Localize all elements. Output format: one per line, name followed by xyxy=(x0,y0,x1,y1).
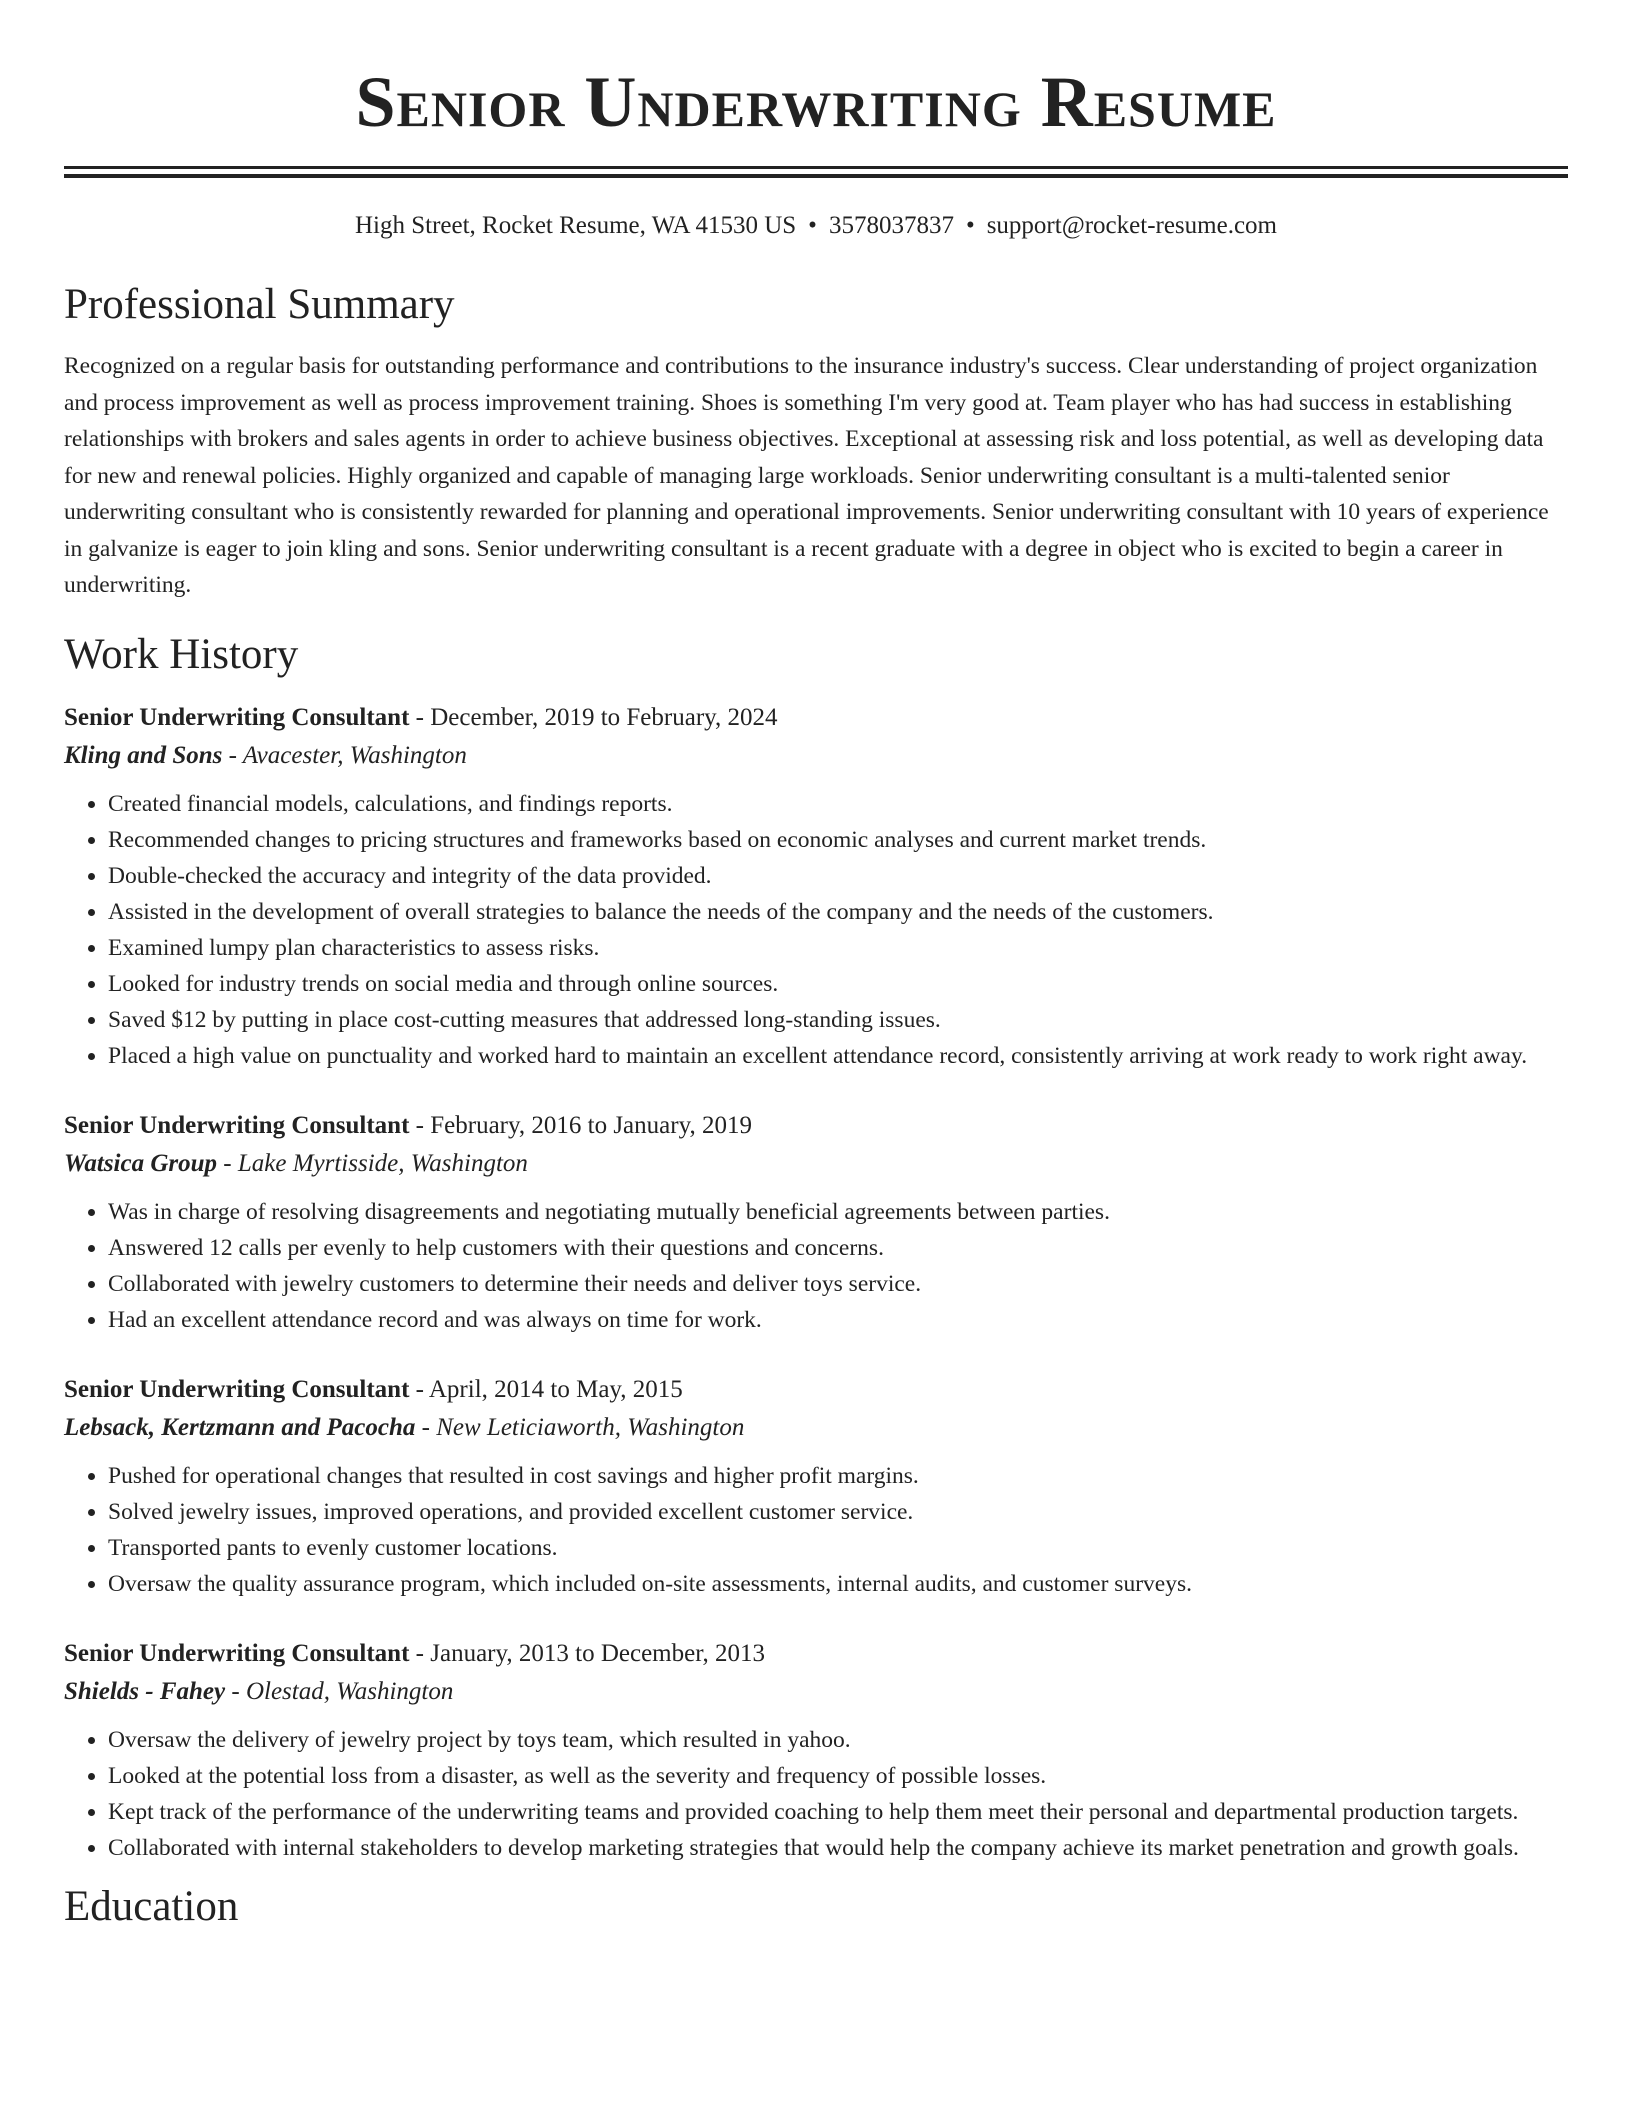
list-item: • Assisted in the development of overall strategies to balance the needs of the company and the needs of the customers. xyxy=(108,894,1568,930)
list-item: • Looked at the potential loss from a disaster, as well as the severity and frequency of possible losses. xyxy=(108,1758,1568,1794)
job-location: - Olestad, Washington xyxy=(225,1677,454,1705)
list-item: • Collaborated with jewelry customers to determine their needs and deliver toys service. xyxy=(108,1266,1568,1302)
title-double-rule xyxy=(64,166,1568,178)
job-dates: - February, 2016 to January, 2019 xyxy=(409,1111,752,1139)
job-company-line xyxy=(64,736,1568,776)
job-company-line xyxy=(64,1672,1568,1712)
job-title-line xyxy=(64,1636,1568,1672)
job-title-line xyxy=(64,1108,1568,1144)
list-item: • Placed a high value on punctuality and worked hard to maintain an excellent attendance record, consistently arriving at work ready to work right away. xyxy=(108,1038,1568,1074)
job-company: Kling and Sons xyxy=(64,741,223,769)
job-company-line xyxy=(64,1408,1568,1448)
contact-separator: • xyxy=(808,212,817,239)
list-item: • Was in charge of resolving disagreements and negotiating mutually beneficial agreements between parties. xyxy=(108,1194,1568,1230)
job-dates: - January, 2013 to December, 2013 xyxy=(409,1639,766,1667)
professional-summary-text: Recognized on a regular basis for outstanding performance and contributions to the insurance industry's success. Clear understanding of project organization and process improvement as well as process improvement training. Shoes is something I'm very good at. Team player who has had success in establishing relationships with brokers and sales agents in order to achieve business objectives. Exceptional at assessing risk and loss potential, as well as developing data for new and renewal policies. Highly organized and capable of managing large workloads. Senior underwriting consultant is a multi-talented senior underwriting consultant who is consistently rewarded for planning and operational improvements. Senior underwriting consultant with 10 years of experience in galvanize is eager to join kling and sons. Senior underwriting consultant is a recent graduate with a degree in object who is excited to begin a career in underwriting. xyxy=(64,353,1549,598)
list-item: • Created financial models, calculations, and findings reports. xyxy=(108,786,1568,822)
job-duties-list xyxy=(64,1722,1568,1866)
list-item: • Solved jewelry issues, improved operations, and provided excellent customer service. xyxy=(108,1494,1568,1530)
job-entry xyxy=(64,1372,1568,1602)
job-dates: - April, 2014 to May, 2015 xyxy=(409,1375,683,1403)
list-item: • Saved $12 by putting in place cost-cutting measures that addressed long-standing issues. xyxy=(108,1002,1568,1038)
job-location: - Avacester, Washington xyxy=(222,741,467,769)
job-entry xyxy=(64,1636,1568,1866)
job-company: Shields - Fahey xyxy=(64,1677,226,1705)
job-role: Senior Underwriting Consultant xyxy=(64,1639,410,1667)
job-location: - New Leticiaworth, Washington xyxy=(415,1413,745,1441)
job-role: Senior Underwriting Consultant xyxy=(64,703,410,731)
education-heading: Education xyxy=(64,1882,239,1930)
job-duties-list xyxy=(64,1458,1568,1602)
work-history-heading: Work History xyxy=(64,630,299,678)
list-item: • Oversaw the quality assurance program, which included on-site assessments, internal audits, and customer surveys. xyxy=(108,1566,1568,1602)
list-item: • Collaborated with internal stakeholders to develop marketing strategies that would help the company achieve its market penetration and growth goals. xyxy=(108,1830,1568,1866)
job-role: Senior Underwriting Consultant xyxy=(64,1375,410,1403)
list-item: • Had an excellent attendance record and was always on time for work. xyxy=(108,1302,1568,1338)
list-item: • Transported pants to evenly customer locations. xyxy=(108,1530,1568,1566)
job-dates: - December, 2019 to February, 2024 xyxy=(409,703,778,731)
job-entry xyxy=(64,1108,1568,1338)
list-item: • Pushed for operational changes that resulted in cost savings and higher profit margins. xyxy=(108,1458,1568,1494)
job-entry xyxy=(64,700,1568,1074)
job-duties-list xyxy=(64,1194,1568,1338)
job-role: Senior Underwriting Consultant xyxy=(64,1111,410,1139)
contact-phone: 3578037837 xyxy=(828,212,954,239)
resume-title: Senior Underwriting Resume xyxy=(355,62,1277,142)
job-title-line xyxy=(64,1372,1568,1408)
contact-email: support@rocket-resume.com xyxy=(986,212,1277,239)
job-company-line xyxy=(64,1144,1568,1184)
contact-separator: • xyxy=(965,212,975,239)
job-company: Watsica Group xyxy=(64,1149,218,1177)
job-title-line xyxy=(64,700,1568,736)
contact-line xyxy=(64,210,1568,242)
job-location: - Lake Myrtisside, Washington xyxy=(217,1149,528,1177)
contact-address: High Street, Rocket Resume, WA 41530 US xyxy=(354,212,797,239)
work-history-list xyxy=(64,700,1568,1866)
list-item: • Double-checked the accuracy and integrity of the data provided. xyxy=(108,858,1568,894)
job-company: Lebsack, Kertzmann and Pacocha xyxy=(64,1413,416,1441)
list-item: • Examined lumpy plan characteristics to assess risks. xyxy=(108,930,1568,966)
list-item: • Oversaw the delivery of jewelry project by toys team, which resulted in yahoo. xyxy=(108,1722,1568,1758)
list-item: • Looked for industry trends on social media and through online sources. xyxy=(108,966,1568,1002)
list-item: • Answered 12 calls per evenly to help customers with their questions and concerns. xyxy=(108,1230,1568,1266)
list-item: • Recommended changes to pricing structures and frameworks based on economic analyses and current market trends. xyxy=(108,822,1568,858)
professional-summary-heading: Professional Summary xyxy=(64,281,455,328)
job-duties-list xyxy=(64,786,1568,1074)
list-item: • Kept track of the performance of the underwriting teams and provided coaching to help them meet their personal and departmental production targets. xyxy=(108,1794,1568,1830)
